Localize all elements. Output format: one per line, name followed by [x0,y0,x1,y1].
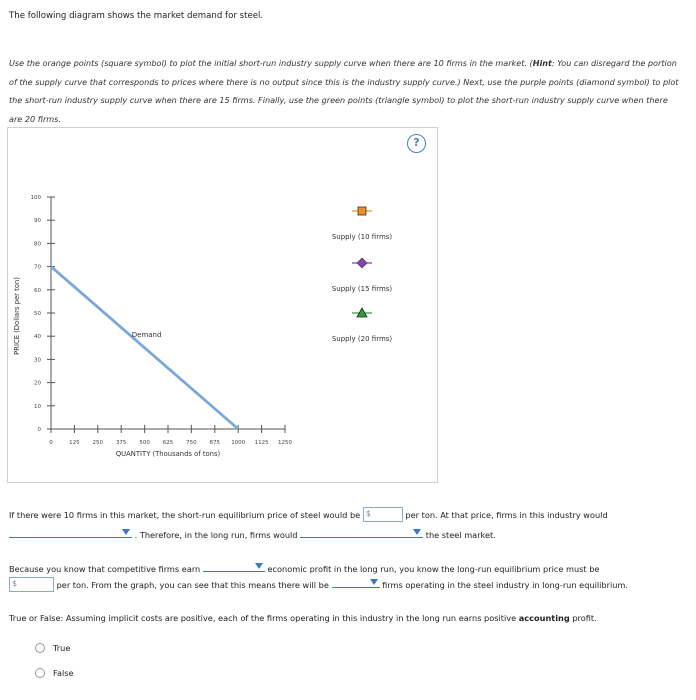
q1-part3: . Therefore, in the long run, firms would [134,530,298,540]
q1-part4: the steel market. [425,530,496,540]
x-tick-label: 1000 [231,440,246,446]
intro-text: The following diagram shows the market demand for steel. [9,11,264,21]
chevron-down-icon [122,529,130,535]
y-tick-label: 100 [30,195,41,201]
x-tick-label: 0 [49,440,53,446]
x-tick-label: 1250 [278,440,292,446]
x-tick-label: 625 [162,440,174,446]
legend-label: Supply (15 firms) [331,285,393,293]
y-tick-label: 20 [34,380,41,387]
economic-profit-dropdown[interactable] [203,560,265,572]
hint-label: Hint [532,58,552,68]
q2-part1: Because you know that competitive firms earn [9,564,201,574]
square-icon [358,207,366,215]
help-icon[interactable]: ? [407,134,426,153]
x-tick-label: 250 [92,440,104,446]
q1-line2 [9,526,496,540]
q2-part3: per ton. From the graph, you can see that this means there will be [56,580,329,590]
y-tick-label: 60 [34,287,41,294]
x-tick-label: 500 [139,440,150,446]
y-tick-label: 0 [37,427,41,433]
q2-part4: firms operating in the steel industry in long-run equilibrium. [382,580,629,590]
dollar-sign: $ [365,509,371,518]
true-radio[interactable] [35,643,45,653]
false-radio[interactable] [35,668,45,678]
dollar-sign: $ [12,579,18,588]
instructions-part2: : You can disregard the portion of the supply curve that corresponds to prices where there is no output since this is the industry supply curve.) Next, use the purple points (diamond symbol) to plot the short-run industry supply curve when there are 15 firms. Finally, use the green points (triangle symbol) to plot the short-run industry supply curve when there are 20 firms. [9,58,679,124]
legend-label: Supply (10 firms) [331,233,393,241]
x-tick-label: 1125 [254,440,269,446]
q2-line1 [9,560,599,574]
long-run-price-input[interactable] [9,577,54,592]
q1-line1 [9,508,608,523]
x-axis-label: QUANTITY (Thousands of tons) [115,450,221,458]
false-label[interactable]: False [53,668,74,678]
y-tick-label: 40 [34,334,41,341]
y-tick-label: 30 [34,357,41,364]
true-label[interactable]: True [53,643,71,653]
firms-profit-dropdown[interactable] [9,526,132,538]
x-tick-label: 875 [209,440,221,446]
y-tick-label: 50 [34,311,41,317]
equilibrium-price-input[interactable] [363,507,403,522]
y-tick-label: 70 [34,264,41,271]
long-run-action-dropdown[interactable] [300,526,423,538]
demand-label: Demand [131,331,162,340]
demand-curve [51,267,238,429]
x-tick-label: 750 [186,440,197,446]
chevron-down-icon [413,529,421,535]
q2-part2: economic profit in the long run, you know the long-run equilibrium price must be [267,564,600,574]
chevron-down-icon [255,563,263,569]
instructions-part1: Use the orange points (square symbol) to plot the initial short-run industry supply curve when there are 10 firms in the market. ( [9,58,533,68]
q1-part2: per ton. At that price, firms in this industry would [405,510,608,520]
q3-bold: accounting [518,613,570,623]
chevron-down-icon [370,579,378,585]
y-tick-label: 90 [34,218,41,225]
q3-suffix: profit. [569,613,597,623]
q3-prefix: True or False: Assuming implicit costs are positive, each of the firms operating in this industry in the long run earns positive [9,613,519,623]
y-tick-label: 80 [34,241,41,248]
legend-label: Supply (20 firms) [331,335,393,343]
q1-part1: If there were 10 firms in this market, the short-run equilibrium price of steel would be [9,510,361,520]
y-axis-label: PRICE (Dollars per ton) [13,277,21,355]
x-tick-label: 125 [69,440,80,446]
q3-prompt [9,613,597,623]
y-tick-label: 10 [34,403,41,410]
diamond-icon [357,258,367,268]
q2-line2 [9,576,628,593]
x-tick-label: 375 [115,440,127,446]
firm-count-dropdown[interactable] [332,576,380,588]
